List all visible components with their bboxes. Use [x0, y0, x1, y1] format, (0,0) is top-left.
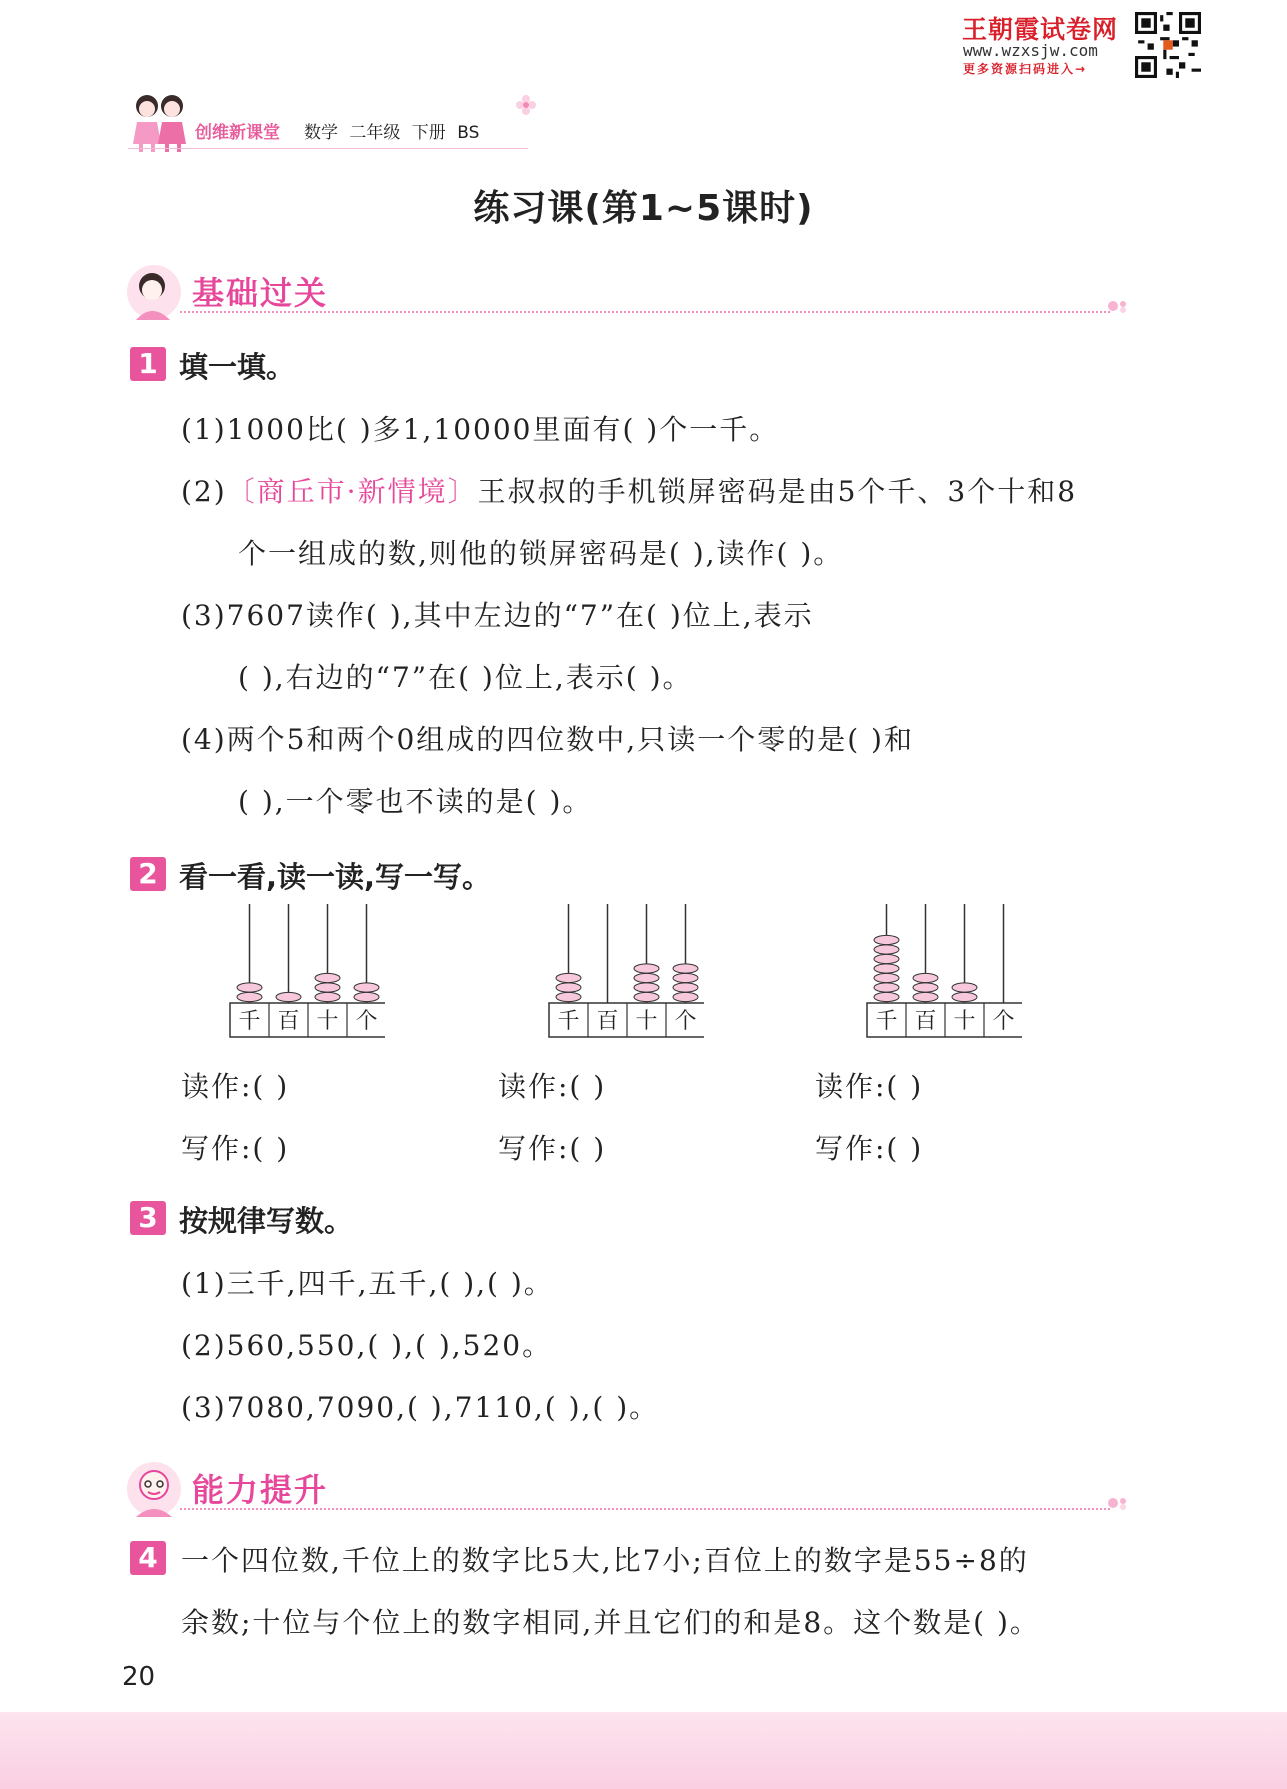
abacus-place-label: 个 [992, 1009, 1015, 1034]
write-answer-2[interactable]: 写作:( ) [498, 1132, 607, 1165]
dots-decoration-icon [1106, 298, 1134, 314]
section-basic-underline [180, 311, 1110, 313]
abacus-bead [634, 973, 659, 982]
doctor-avatar-icon [126, 1461, 182, 1517]
q3-line-2: (2)560,550,( ),( ),520。 [181, 1329, 553, 1362]
abacus-place-label: 百 [914, 1009, 937, 1034]
question-2-badge: 2 [130, 857, 166, 891]
abacus-bead [673, 983, 698, 992]
read-answer-2[interactable]: 读作:( ) [498, 1070, 607, 1103]
abacus-bead [874, 983, 899, 992]
abacus-place-label: 千 [875, 1009, 898, 1034]
brand-name: 创维新课堂 [195, 123, 280, 143]
write-answer-1[interactable]: 写作:( ) [181, 1132, 290, 1165]
abacus-place-label: 十 [635, 1009, 658, 1034]
section-basic-title: 基础过关 [192, 274, 329, 312]
q1-line-1: (1)1000比( )多1,10000里面有( )个一千。 [181, 413, 780, 446]
abacus-place-label: 个 [355, 1009, 378, 1034]
subject-line: 数学 二年级 下册 BS [304, 123, 480, 143]
header-divider [128, 148, 528, 149]
q1-line-2-prefix: (2) [181, 475, 227, 508]
abacus-bead [634, 983, 659, 992]
question-3-badge: 3 [130, 1201, 166, 1235]
abacus-bead [315, 992, 340, 1001]
abacus-bead [913, 983, 938, 992]
abacus-bead [673, 992, 698, 1001]
abacus-place-label: 个 [674, 1009, 697, 1034]
abacus-bead [634, 992, 659, 1001]
section-advanced-underline [180, 1508, 1110, 1510]
question-1-title: 填一填。 [179, 350, 296, 384]
q1-context-tag: 〔商丘市·新情境〕 [226, 475, 478, 508]
abacus-bead [673, 973, 698, 982]
abacus-bead [913, 973, 938, 982]
q3-line-3: (3)7080,7090,( ),7110,( ),( )。 [181, 1391, 660, 1424]
abacus-place-label: 百 [277, 1009, 300, 1034]
abacus-place-label: 十 [316, 1009, 339, 1034]
dots-decoration-icon [1106, 1495, 1134, 1511]
abacus-2 [548, 900, 704, 1040]
question-4-badge: 4 [130, 1541, 166, 1575]
question-3-title: 按规律写数。 [179, 1204, 354, 1238]
abacus-bead [874, 964, 899, 973]
watermark-title: 王朝霞试卷网 [962, 15, 1119, 44]
question-2-title: 看一看,读一读,写一写。 [179, 860, 492, 894]
abacus-bead [913, 992, 938, 1001]
abacus-bead [237, 992, 262, 1001]
read-answer-3[interactable]: 读作:( ) [815, 1070, 924, 1103]
page-number: 20 [122, 1662, 156, 1692]
write-answer-3[interactable]: 写作:( ) [815, 1132, 924, 1165]
q1-line-4: (3)7607读作( ),其中左边的“7”在( )位上,表示 [181, 599, 814, 632]
abacus-bead [952, 992, 977, 1001]
q1-line-3: 个一组成的数,则他的锁屏密码是( ),读作( )。 [238, 537, 844, 570]
abacus-bead [354, 983, 379, 992]
abacus-bead [556, 992, 581, 1001]
kids-logo-icon [125, 88, 195, 156]
q4-line-2: 余数;十位与个位上的数字相同,并且它们的和是8。这个数是( )。 [181, 1606, 1040, 1639]
teacher-avatar-icon [126, 264, 182, 320]
abacus-bead [874, 954, 899, 963]
abacus-bead [673, 964, 698, 973]
q4-line-1: 一个四位数,千位上的数字比5大,比7小;百位上的数字是55÷8的 [181, 1544, 1029, 1577]
footer-band [0, 1712, 1287, 1789]
abacus-bead [874, 945, 899, 954]
abacus-place-label: 千 [557, 1009, 580, 1034]
abacus-bead [354, 992, 379, 1001]
q1-line-5: ( ),右边的“7”在( )位上,表示( )。 [238, 661, 693, 694]
abacus-bead [315, 973, 340, 982]
abacus-bead [874, 973, 899, 982]
page-title: 练习课(第1~5课时) [473, 188, 814, 229]
abacus-bead [556, 973, 581, 982]
q1-line-2 [181, 470, 1077, 510]
question-1-badge: 1 [130, 347, 166, 381]
section-advanced-title: 能力提升 [192, 1471, 329, 1509]
read-answer-1[interactable]: 读作:( ) [181, 1070, 290, 1103]
abacus-bead [315, 983, 340, 992]
abacus-bead [952, 983, 977, 992]
q1-line-6: (4)两个5和两个0组成的四位数中,只读一个零的是( )和 [181, 723, 914, 756]
abacus-place-label: 千 [238, 1009, 261, 1034]
abacus-bead [874, 992, 899, 1001]
abacus-bead [237, 983, 262, 992]
q3-line-1: (1)三千,四千,五千,( ),( )。 [181, 1267, 554, 1300]
flower-icon [514, 93, 538, 117]
abacus-3 [866, 900, 1022, 1040]
abacus-place-label: 十 [953, 1009, 976, 1034]
abacus-place-label: 百 [596, 1009, 619, 1034]
watermark-url[interactable]: www.wzxsjw.com [963, 41, 1098, 60]
abacus-bead [634, 964, 659, 973]
watermark-note: 更多资源扫码进入→ [963, 62, 1088, 76]
abacus-bead [276, 992, 301, 1001]
abacus-1 [229, 900, 385, 1040]
abacus-bead [556, 983, 581, 992]
q1-line-2-rest: 王叔叔的手机锁屏密码是由5个千、3个十和8 [477, 475, 1078, 508]
q1-line-7: ( ),一个零也不读的是( )。 [238, 785, 593, 818]
abacus-bead [874, 935, 899, 944]
qr-code-icon[interactable] [1135, 12, 1201, 78]
